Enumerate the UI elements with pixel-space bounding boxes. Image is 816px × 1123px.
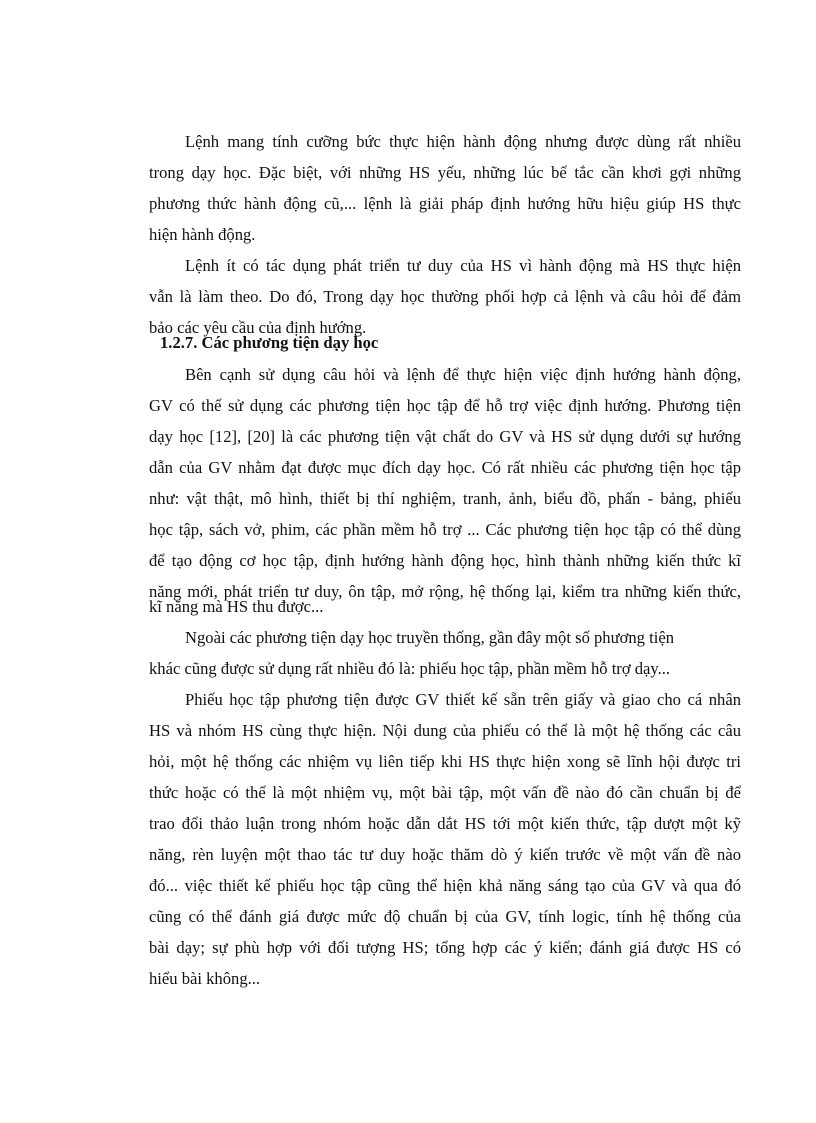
paragraph-5-line-4: thức hoặc có thể là một nhiệm vụ, một bài tập, một vấn đề nào đó cần chuẩn bị để	[149, 783, 741, 802]
paragraph-1-line-1: Lệnh mang tính cưỡng bức thực hiện hành động nhưng được dùng rất nhiều	[185, 132, 741, 151]
paragraph-5-line-2: HS và nhóm HS cùng thực hiện. Nội dung của phiếu có thể là một hệ thống các câu	[149, 721, 741, 740]
paragraph-5-line-6: năng, rèn luyện một thao tác tư duy hoặc thăm dò ý kiến trước về một vấn đề nào	[149, 845, 741, 864]
paragraph-2-line-1: Lệnh ít có tác dụng phát triển tư duy của HS vì hành động mà HS thực hiện	[185, 256, 741, 275]
paragraph-5-line-9: bài dạy; sự phù hợp với đối tượng HS; tổng hợp các ý kiến; đánh giá được HS có	[149, 938, 741, 957]
paragraph-1-line-2: trong dạy học. Đặc biệt, với những HS yếu, những lúc bế tắc cần khơi gợi những	[149, 163, 741, 182]
paragraph-5-line-5: trao đổi thảo luận trong nhóm hoặc dẫn dắt HS tới một kiến thức, tập dượt một kỹ	[149, 814, 741, 833]
paragraph-5-line-10: hiểu bài không...	[149, 969, 261, 988]
paragraph-3-line-7: để tạo động cơ học tập, định hướng hành động học, hình thành những kiến thức kĩ	[149, 551, 741, 570]
paragraph-1-line-4: hiện hành động.	[149, 225, 256, 244]
paragraph-3-line-4: dẫn của GV nhằm đạt được mục đích dạy học. Có rất nhiều các phương tiện học tập	[149, 458, 741, 477]
paragraph-3-line-9: kĩ năng mà HS thu được...	[149, 597, 324, 616]
section-heading: 1.2.7. Các phương tiện dạy học	[160, 333, 379, 352]
paragraph-2-line-3: bảo các yêu cầu của định hướng.	[149, 318, 367, 337]
paragraph-3-line-1: Bên cạnh sử dụng câu hỏi và lệnh để thực hiện việc định hướng hành động,	[185, 365, 741, 384]
paragraph-3-line-3: dạy học [12], [20] là các phương tiện vật chất do GV và HS sử dụng dưới sự hướng	[149, 427, 741, 446]
paragraph-2-line-2: vẫn là làm theo. Do đó, Trong dạy học thường phối hợp cả lệnh và câu hỏi để đảm	[149, 287, 741, 306]
paragraph-4-line-2: khác cũng được sử dụng rất nhiều đó là: phiếu học tập, phần mềm hỗ trợ dạy...	[149, 659, 671, 678]
paragraph-3-line-8: năng mới, phát triển tư duy, ôn tập, mở rộng, hệ thống lại, kiểm tra những kiến thức,	[149, 582, 741, 601]
paragraph-5-line-8: cũng có thể đánh giá được mức độ chuẩn bị của GV, tính logic, tính hệ thống của	[149, 907, 741, 926]
paragraph-4-line-1: Ngoài các phương tiện dạy học truyền thống, gần đây một số phương tiện	[185, 628, 674, 647]
paragraph-3-line-2: GV có thể sử dụng các phương tiện học tập để hỗ trợ việc định hướng. Phương tiện	[149, 396, 741, 415]
paragraph-1-line-3: phương thức hành động cũ,... lệnh là giải pháp định hướng hữu hiệu giúp HS thực	[149, 194, 741, 213]
paragraph-3-line-5: như: vật thật, mô hình, thiết bị thí nghiệm, tranh, ảnh, biểu đồ, phấn - bảng, phiếu	[149, 489, 741, 508]
paragraph-5-line-7: đó... việc thiết kế phiếu học tập cũng thể hiện khả năng sáng tạo của GV và qua đó	[149, 876, 741, 895]
paragraph-3-line-6: học tập, sách vở, phim, các phần mềm hỗ trợ ... Các phương tiện học tập có thể dùng	[149, 520, 741, 539]
paragraph-5-line-3: hỏi, một hệ thống các nhiệm vụ liên tiếp khi HS thực hiện xong sẽ lĩnh hội được tri	[149, 752, 741, 771]
paragraph-5-line-1: Phiếu học tập phương tiện được GV thiết kế sẵn trên giấy và giao cho cá nhân	[185, 690, 741, 709]
